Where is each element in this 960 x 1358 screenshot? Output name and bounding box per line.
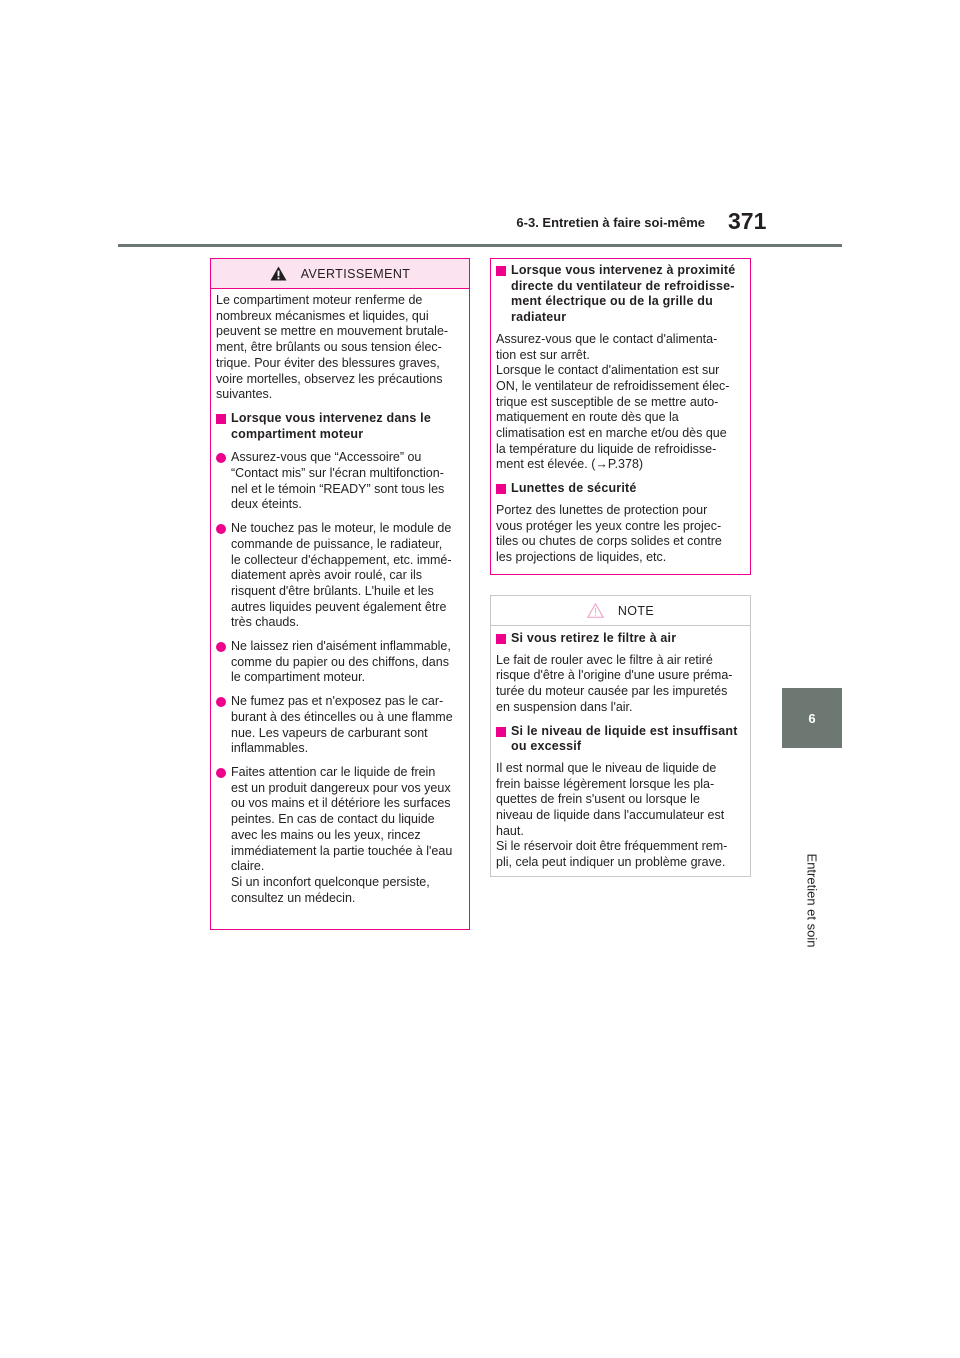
warning-box — [210, 258, 470, 930]
round-bullet-icon — [216, 697, 226, 707]
fluid-level-text: Il est normal que le niveau de liquide de frein baisse légèrement lorsque les pla- quettes de frein s'usent ou lorsque le niveau de liquide dans l'accumulateur est haut. Si le réservoir doit être fréquemment rem- pli, cela peut indiquer un problème grave. — [496, 760, 728, 870]
list-item: Assurez-vous que “Accessoire” ou “Contact mis” sur l'écran multifonction- nel et le témoin “READY” sont tous les deux éteints. — [216, 450, 464, 513]
round-bullet-icon — [216, 768, 226, 778]
square-bullet-icon — [216, 414, 226, 424]
cooling-fan-text: Assurez-vous que le contact d'alimenta- tion est sur arrêt. Lorsque le contact d'alimentation est sur ON, le ventilateur de refroidissement élec- trique est susceptible de se mettre auto- matiquement en route dès que la climatisation est en marche et/ou dès que la température du liquide de refroidisse- ment est élevée. (→P.378) — [496, 331, 730, 472]
note-box — [490, 595, 751, 877]
caution-triangle-icon — [587, 603, 604, 618]
list-item: Ne touchez pas le moteur, le module de commande de puissance, le radiateur, le collecteur d'échappement, etc. immé- diatement après avoir roulé, car ils risquent d'être brûlants. L'huile et les autres liquides peuvent également être très chauds. — [216, 521, 464, 631]
list-item: Ne fumez pas et n'exposez pas le car- burant à des étincelles ou à une flamme nue. Les vapeurs de carburant sont inflammables. — [216, 694, 464, 757]
fluid-level-heading: Si le niveau de liquide est insuffisant ou excessif — [496, 724, 745, 755]
page-number: 371 — [728, 208, 767, 234]
square-bullet-icon — [496, 727, 506, 737]
warning-title: AVERTISSEMENT — [300, 266, 411, 281]
square-bullet-icon — [496, 634, 506, 644]
round-bullet-icon — [216, 642, 226, 652]
air-filter-heading: Si vous retirez le filtre à air — [496, 631, 745, 647]
warning-header — [211, 259, 469, 289]
chapter-label — [792, 820, 832, 980]
square-bullet-icon — [496, 484, 506, 494]
air-filter-text: Le fait de rouler avec le filtre à air retiré risque d'être à l'origine d'une usure préma- turée du moteur causée par les impuretés en suspension dans l'air. — [496, 652, 733, 714]
warning-continuation-box — [490, 258, 751, 575]
note-header — [491, 596, 750, 626]
warning-intro: Le compartiment moteur renferme de nombreux mécanismes et liquides, qui peuvent se mettre en mouvement brutale- ment, être brûlants ou sous tension élec- trique. Pour éviter des blessures graves, voire mortelles, observez les précautions suivantes. — [216, 293, 449, 402]
header-rule — [118, 244, 842, 247]
note-title: NOTE — [617, 603, 655, 618]
safety-glasses-heading: Lunettes de sécurité — [496, 481, 745, 497]
round-bullet-icon — [216, 524, 226, 534]
section-title: 6-3. Entretien à faire soi-même — [516, 215, 705, 230]
chapter-title: Entretien et soin — [804, 853, 820, 947]
cooling-fan-heading: Lorsque vous intervenez à proximité directe du ventilateur de refroidisse- ment électrique ou de la grille du radiateur — [496, 263, 745, 326]
list-item: Faites attention car le liquide de frein est un produit dangereux pour vos yeux ou vos mains et il détériore les surfaces peintes. En cas de contact du liquide avec les mains ou les yeux, rincez immédiatement la partie touchée à l'eau claire. Si un inconfort quelconque persiste, consultez un médecin. — [216, 765, 464, 906]
chapter-number-tab: 6 — [782, 688, 842, 748]
round-bullet-icon — [216, 453, 226, 463]
warning-triangle-icon — [270, 266, 287, 281]
square-bullet-icon — [496, 266, 506, 276]
list-item: Ne laissez rien d'aisément inflammable, comme du papier ou des chiffons, dans le compartiment moteur. — [216, 639, 464, 686]
safety-glasses-text: Portez des lunettes de protection pour vous protéger les yeux contre les projec- tiles ou chutes de corps solides et contre les projections de liquides, etc. — [496, 502, 722, 564]
warning-heading: Lorsque vous intervenez dans le compartiment moteur — [216, 411, 464, 442]
